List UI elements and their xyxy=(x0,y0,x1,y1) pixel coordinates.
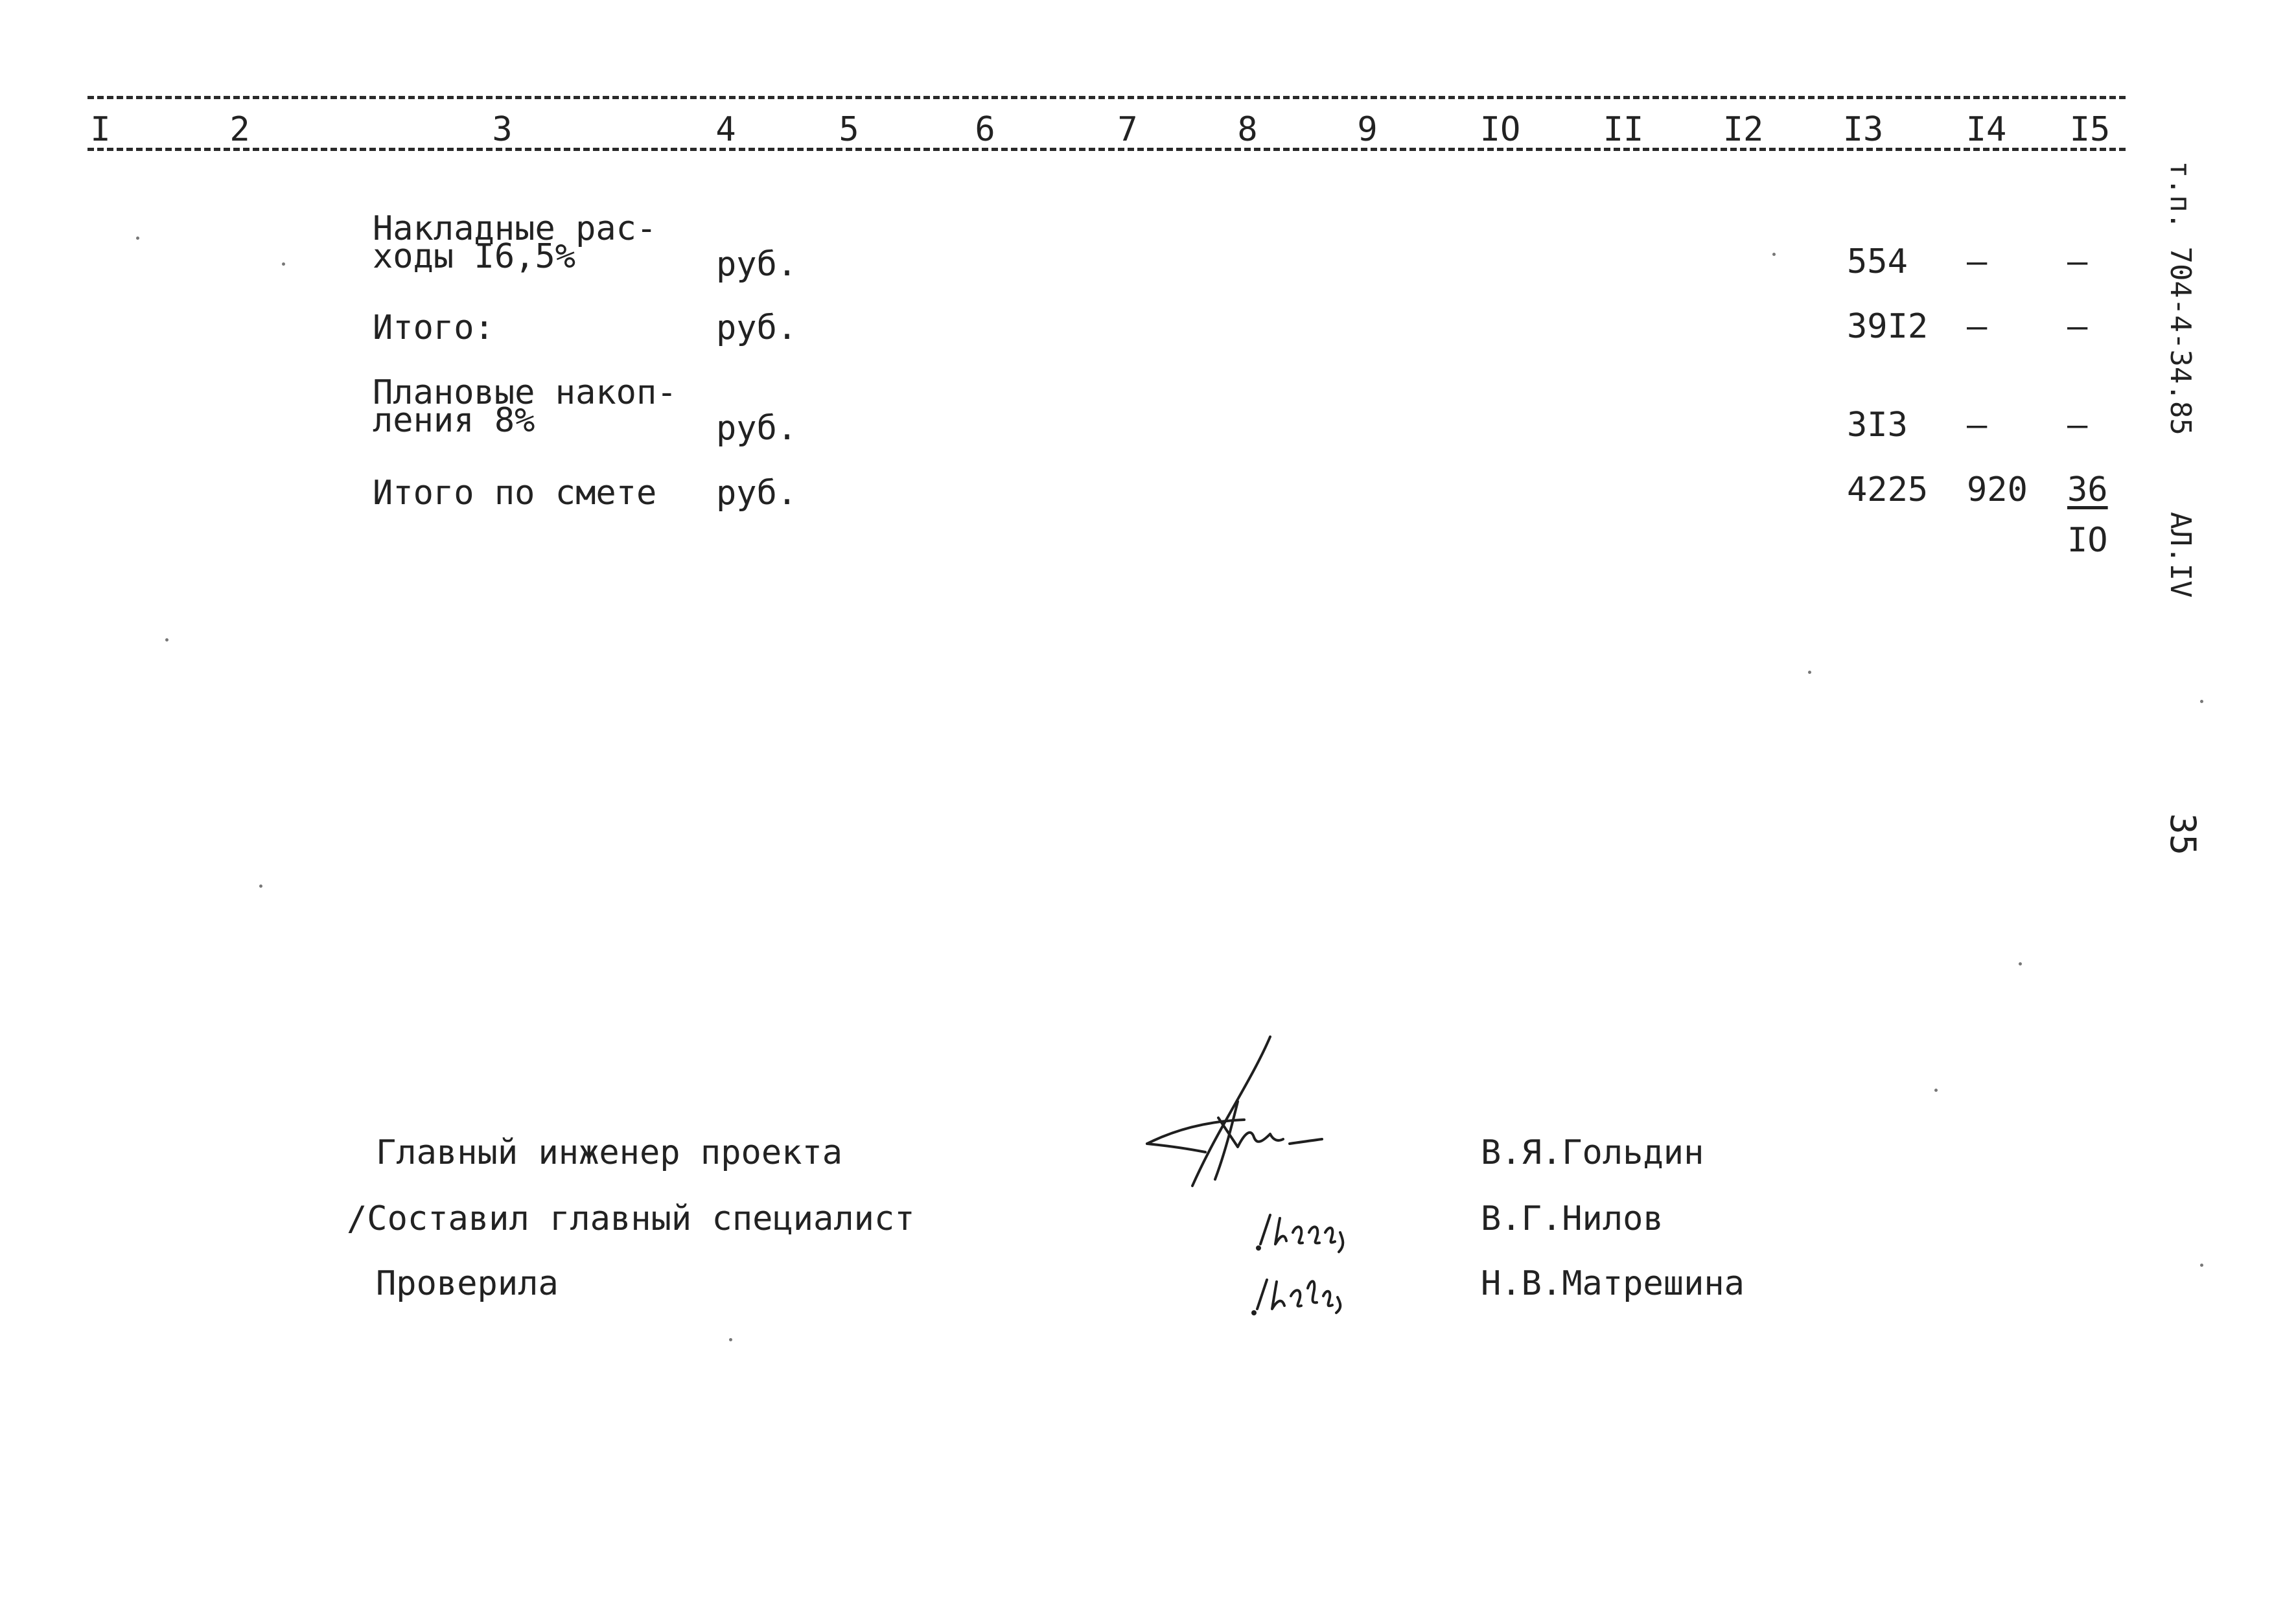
column-number-3: 3 xyxy=(492,110,513,149)
row-unit: руб. xyxy=(716,409,798,448)
signer-role: Главный инженер проекта xyxy=(376,1133,843,1172)
scan-speck xyxy=(259,884,262,888)
row-value-col15: – xyxy=(2067,307,2088,346)
row-label: Итого: xyxy=(373,308,494,347)
scan-speck xyxy=(136,237,139,240)
row-label: Итого по смете xyxy=(373,474,657,513)
row-value-col15: – xyxy=(2067,242,2088,281)
column-number-4: 4 xyxy=(715,110,736,149)
scan-speck xyxy=(2200,1264,2203,1267)
column-number-13: I3 xyxy=(1842,110,1884,149)
signer-name: В.Я.Гольдин xyxy=(1481,1133,1704,1172)
row-value-col13: 39I2 xyxy=(1847,307,1929,346)
column-number-10: IO xyxy=(1479,110,1521,149)
side-stamp-album: АЛ.IV xyxy=(2164,512,2197,598)
side-stamp-page: 35 xyxy=(2163,813,2203,856)
scan-speck xyxy=(1934,1089,1938,1092)
side-stamp-project: т.п. 704-4-34.85 xyxy=(2164,161,2197,435)
row-label-line: ходы I6,5% xyxy=(373,237,576,276)
row-value-col15: – xyxy=(2067,406,2088,445)
header-bottom-dashed-line xyxy=(87,148,2126,151)
column-number-14: I4 xyxy=(1966,110,2007,149)
handwritten-signatures xyxy=(1141,1030,1439,1328)
row-unit: руб. xyxy=(716,308,798,347)
row-value-col15-denominator: IO xyxy=(2067,521,2108,560)
column-number-12: I2 xyxy=(1722,110,1764,149)
row-value-col14: 920 xyxy=(1967,470,2028,509)
table-row-label xyxy=(373,373,677,440)
row-unit: руб. xyxy=(716,474,798,513)
column-number-7: 7 xyxy=(1117,110,1138,149)
scan-speck xyxy=(1772,253,1776,256)
row-unit: руб. xyxy=(716,245,798,284)
column-number-5: 5 xyxy=(839,110,859,149)
row-label-line: Плановые накоп- xyxy=(373,373,677,412)
signer-role: /Составил главный специалист xyxy=(347,1199,915,1238)
row-label-line: Накладные рас- xyxy=(373,209,657,248)
row-label-line: ления 8% xyxy=(373,400,535,440)
row-value-col13: 4225 xyxy=(1847,470,1929,509)
table-row-label xyxy=(373,209,657,276)
column-number-1: I xyxy=(90,110,111,149)
row-value-col14: – xyxy=(1967,307,1988,346)
column-number-6: 6 xyxy=(975,110,995,149)
signer-name: В.Г.Нилов xyxy=(1481,1199,1664,1238)
signer-role: Проверила xyxy=(376,1264,559,1303)
signer-name: Н.В.Матрешина xyxy=(1481,1264,1745,1303)
row-value-col13: 554 xyxy=(1847,242,1908,281)
column-number-8: 8 xyxy=(1237,110,1258,149)
scan-speck xyxy=(1808,671,1811,674)
scan-speck xyxy=(165,638,168,642)
column-number-15: I5 xyxy=(2069,110,2111,149)
row-value-col14: – xyxy=(1967,406,1988,445)
row-value-col14: – xyxy=(1967,242,1988,281)
scan-speck xyxy=(2019,962,2022,965)
scan-speck xyxy=(729,1338,732,1341)
scan-speck xyxy=(2200,700,2203,703)
column-number-11: II xyxy=(1603,110,1644,149)
header-top-dashed-line xyxy=(87,96,2126,99)
column-number-9: 9 xyxy=(1357,110,1378,149)
scan-speck xyxy=(282,262,285,266)
row-value-col15-numerator: 36 xyxy=(2067,470,2108,509)
column-number-2: 2 xyxy=(229,110,250,149)
row-value-col13: 3I3 xyxy=(1847,406,1908,445)
